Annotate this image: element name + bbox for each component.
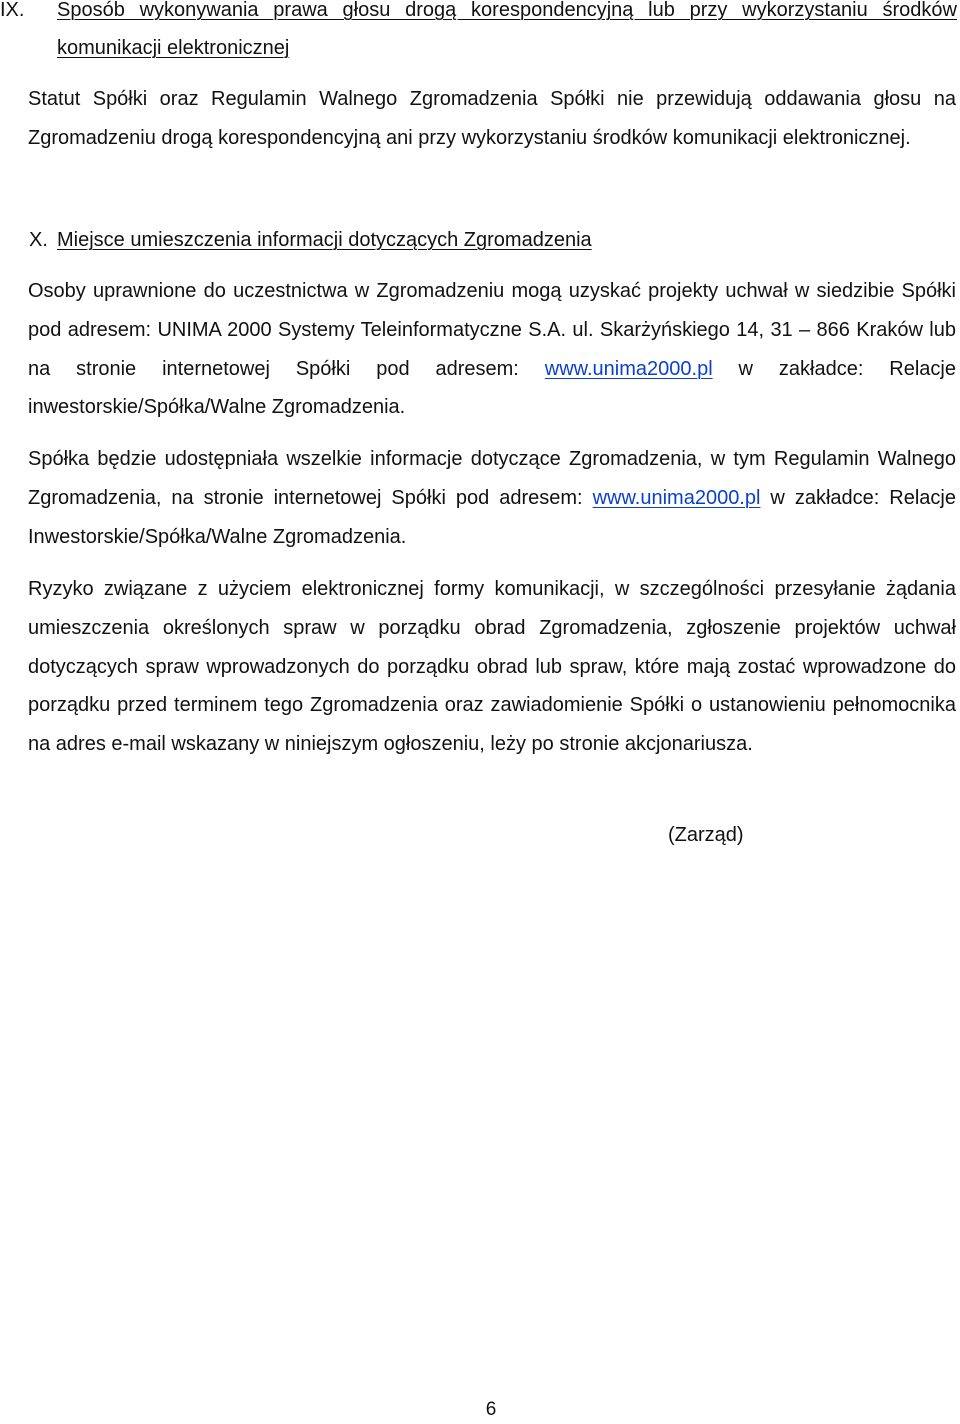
website-link[interactable]: www.unima2000.pl (592, 486, 761, 509)
paragraph-text: Osoby uprawnione do uczestnictwa w Zgromadzeniu mogą uzyskać projekty uchwał w siedzibie Spółki pod adresem: UNIMA 2000 Systemy Teleinformatyczne S.A. ul. Skarżyńskiego 14, 31 – 866 Kraków lub na stronie internetowej Spółki pod adresem: (28, 280, 956, 380)
paragraph-resolution-projects (28, 272, 956, 427)
signature: (Zarząd) (668, 824, 744, 846)
section-title-x: Miejsce umieszczenia informacji dotyczących Zgromadzenia (57, 229, 592, 251)
website-link[interactable]: www.unima2000.pl (544, 357, 713, 380)
section-number-x: X. (29, 229, 48, 251)
section-number-ix: IX. (0, 0, 25, 21)
section-title-ix: Sposób wykonywania prawa głosu drogą korespondencyjną lub przy wykorzystaniu środków komunikacji elektronicznej (57, 0, 957, 59)
page-number: 6 (485, 1399, 497, 1420)
paragraph-text: Spółka będzie udostępniała wszelkie informacje dotyczące Zgromadzenia, w tym Regulamin Walnego Zgromadzenia, na stronie internetowej Spółki pod adresem: (28, 448, 956, 509)
paragraph-electronic-risk: Ryzyko związane z użyciem elektronicznej formy komunikacji, w szczególności przesyłanie żądania umieszczenia określonych spraw w porządku obrad Zgromadzenia, zgłoszenie projektów uchwał dotyczących spraw wprowadzonych do porządku obrad lub spraw, które mają zostać wprowadzone do porządku przed terminem tego Zgromadzenia oraz zawiadomienie Spółki o ustanowieniu pełnomocnika na adres e-mail wskazany w niniejszym ogłoszeniu, leży po stronie akcjonariusza. (28, 578, 956, 756)
paragraph-information-availability (28, 440, 956, 556)
paragraph-voting-method: Statut Spółki oraz Regulamin Walnego Zgromadzenia Spółki nie przewidują oddawania głosu na Zgromadzeniu drogą korespondencyjną ani przy wykorzystaniu środków komunikacji elektronicznej. (28, 88, 956, 149)
section-heading-x (0, 221, 592, 259)
section-heading-ix (0, 0, 960, 67)
paragraph-text: w zakładce: Relacje Inwestorskie/Spółka/Walne Zgromadzenia. (28, 486, 956, 548)
paragraph-text: w zakładce: Relacje inwestorskie/Spółka/Walne Zgromadzenia. (28, 357, 956, 419)
